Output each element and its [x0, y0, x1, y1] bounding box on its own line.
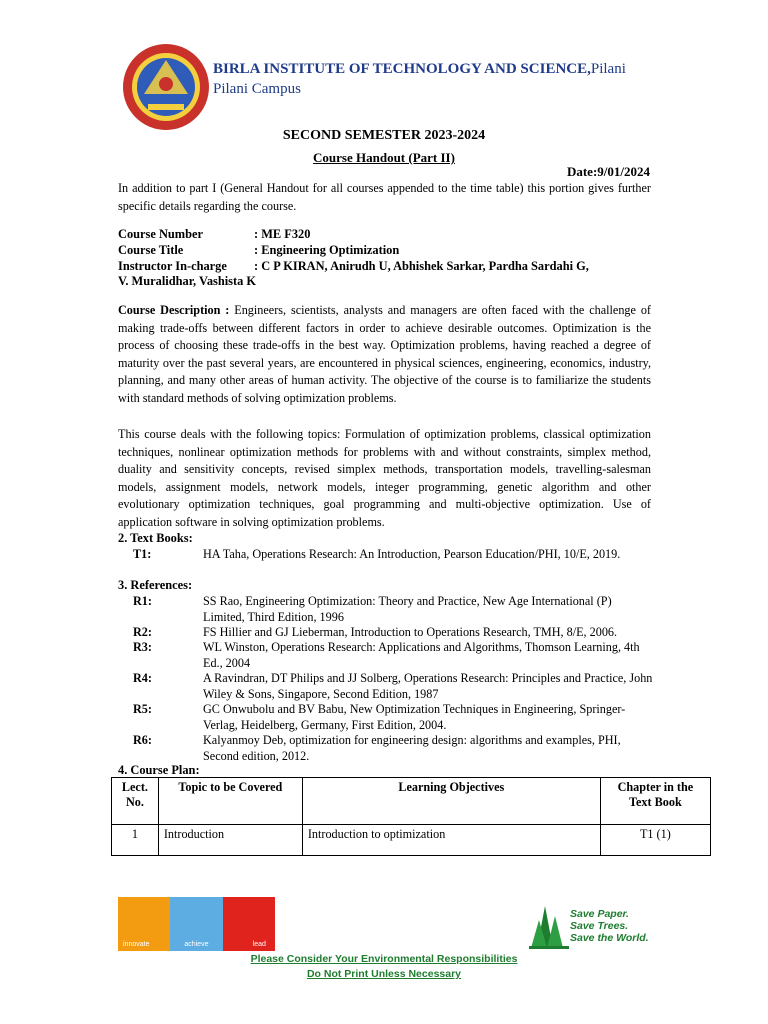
semester-title: SECOND SEMESTER 2023-2024 — [282, 128, 486, 143]
column-header: Lect. No. — [112, 778, 159, 825]
reference-text: Kalyanmoy Deb, optimization for engineering design: algorithms and examples, PHI, Second edition, 2012. — [203, 733, 621, 763]
course-title-row — [118, 242, 399, 258]
banner-word: achieve — [184, 941, 209, 948]
course-description — [118, 302, 651, 407]
reference-text: SS Rao, Engineering Optimization: Theory and Practice, New Age International (P) Limited, Third Edition, 1996 — [203, 594, 612, 624]
handout-date: Date:9/01/2024 — [566, 164, 650, 179]
textbook-id: T1: — [133, 547, 152, 561]
reference-id: R4: — [133, 671, 152, 685]
table-row — [112, 825, 711, 856]
column-header: Learning Objectives — [302, 778, 600, 825]
course-plan-heading: 4. Course Plan: — [118, 763, 200, 777]
handout-title: Course Handout (Part II) — [313, 150, 455, 165]
campus-name: Pilani Campus — [213, 81, 301, 97]
table-cell: Introduction to optimization — [302, 825, 600, 856]
textbook-text: HA Taha, Operations Research: An Introduction, Pearson Education/PHI, 10/E, 2019. — [203, 547, 621, 561]
course-number-label: Course Number — [118, 227, 204, 241]
references-heading: 3. References: — [118, 578, 193, 592]
course-plan-table — [111, 777, 711, 856]
reference-text: GC Onwubolu and BV Babu, New Optimization Techniques in Engineering, Springer-Verlag, Heidelberg, Germany, First Edition, 2004. — [203, 702, 626, 732]
footer-print-note: Do Not Print Unless Necessary — [306, 968, 462, 980]
table-cell: 1 — [112, 825, 159, 856]
reference-id: R3: — [133, 640, 152, 654]
innovate-achieve-lead-banner — [118, 897, 275, 951]
course-number-row — [118, 226, 310, 242]
instructor-label: Instructor In-charge — [118, 259, 227, 273]
instructor-row — [118, 258, 589, 274]
reference-id: R1: — [133, 594, 152, 608]
eco-slogan — [570, 908, 649, 944]
banner-word: lead — [252, 941, 266, 948]
textbooks-heading: 2. Text Books: — [118, 531, 193, 545]
reference-id: R6: — [133, 733, 152, 747]
column-header: Chapter in the Text Book — [600, 778, 710, 825]
institute-name-bold: BIRLA INSTITUTE OF TECHNOLOGY AND SCIENCE, — [213, 61, 591, 77]
table-cell: Introduction — [158, 825, 302, 856]
instructor-continued: V. Muralidhar, Vashista K — [118, 274, 257, 288]
course-number-value: : ME F320 — [254, 227, 311, 241]
course-topics: This course deals with the following topics: Formulation of optimization problems, classical optimization techniques, nonlinear optimization methods for problems with and without constraints, simplex method, duality and sensitivity concepts, revised simplex methods, transportation models, travelling-salesman models, assignment models, network models, integer programming, genetic algorithm and other evolutionary optimization techniques, goal programming and multi-objective optimization. Use of application software in solving optimization problems. — [118, 427, 651, 529]
course-description-text: Engineers, scientists, analysts and managers are often faced with the challenge of making trade-offs between different factors in order to achieve desirable outcomes. Optimization is the process of choosing these trade-offs in the best way. Optimization problems, having reached a degree of maturity over the past several years, are encountered in physical sciences, engineering, economics, industry, planning, and many other areas of human activity. The objective of the course is to familiarize the students with standard methods of solving optimization problems. — [118, 303, 651, 405]
banner-segment — [118, 897, 170, 951]
institute-name — [213, 61, 626, 78]
banner-word: innovate — [123, 941, 150, 948]
reference-text: FS Hillier and GJ Lieberman, Introduction to Operations Research, TMH, 8/E, 2006. — [203, 625, 618, 639]
table-cell: T1 (1) — [600, 825, 710, 856]
eco-slogan-line: Save Paper. — [570, 908, 629, 920]
intro-paragraph: In addition to part I (General Handout for all courses appended to the time table) this portion gives further specific details regarding the course. — [118, 181, 651, 213]
reference-text: WL Winston, Operations Research: Applications and Algorithms, Thomson Learning, 4th Ed., 2004 — [203, 640, 640, 670]
course-description-label: Course Description : — [118, 303, 230, 317]
course-title-value: : Engineering Optimization — [254, 243, 400, 257]
reference-text: A Ravindran, DT Philips and JJ Solberg, Operations Research: Principles and Practice, John Wiley & Sons, Singapore, Second Edition, 1987 — [203, 671, 653, 701]
institute-name-suffix: Pilani — [590, 61, 626, 77]
eco-slogan-line: Save the World. — [570, 932, 649, 944]
reference-id: R2: — [133, 625, 152, 639]
footer-environment-note: Please Consider Your Environmental Responsibilities — [250, 953, 518, 965]
column-header: Topic to be Covered — [158, 778, 302, 825]
reference-id: R5: — [133, 702, 152, 716]
banner-segment — [223, 897, 275, 951]
course-title-label: Course Title — [118, 243, 184, 257]
instructor-value: : C P KIRAN, Anirudh U, Abhishek Sarkar, Pardha Sardahi G, — [254, 259, 589, 273]
table-header-row — [112, 778, 711, 825]
bits-logo-icon — [118, 42, 214, 132]
eco-slogan-line: Save Trees. — [570, 920, 629, 932]
banner-segment — [170, 897, 222, 951]
